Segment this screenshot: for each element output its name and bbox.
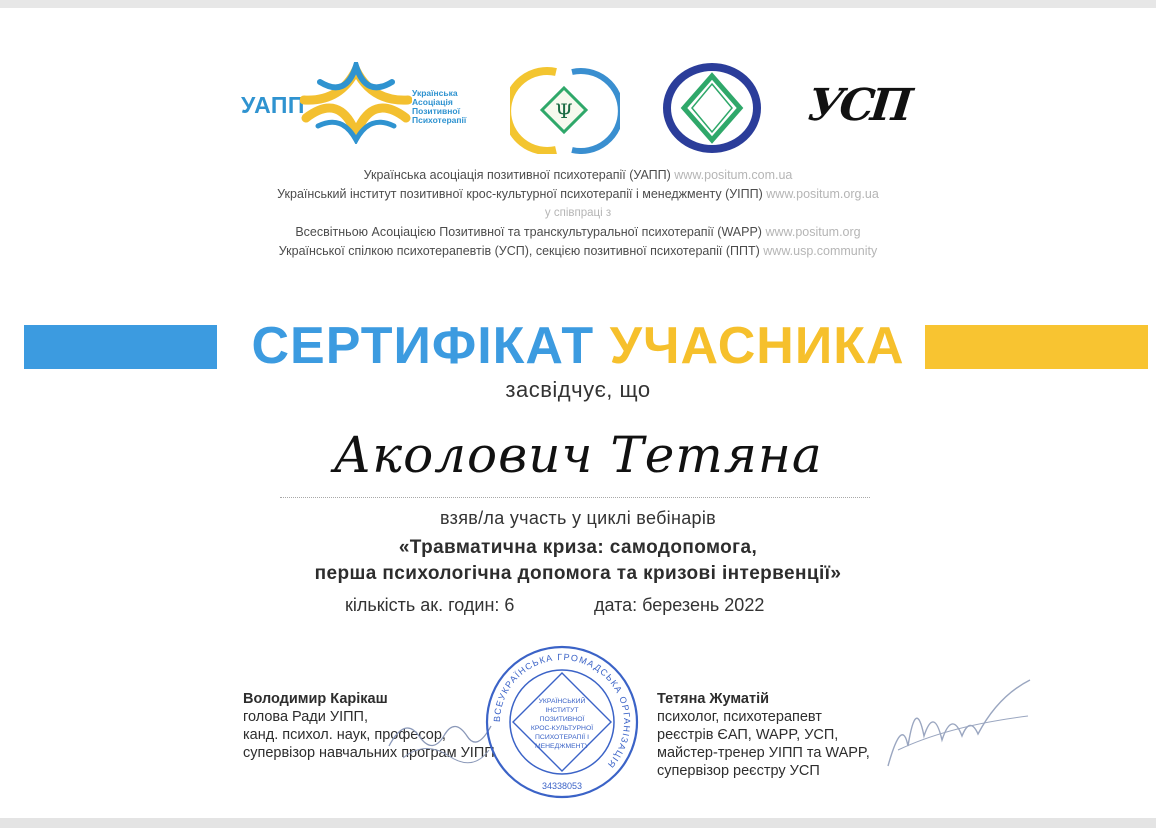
- wapp-logo: [660, 62, 764, 154]
- certificate-date: дата: березень 2022: [594, 595, 765, 615]
- signer-title-line: реєстрів ЄАП, WAPP, УСП,: [657, 727, 839, 743]
- course-title-line: перша психологічна допомога та кризові інтервенції»: [314, 563, 842, 584]
- signature-left: [385, 706, 495, 776]
- title-part-blue: СЕРТИФІКАТ: [251, 317, 595, 375]
- academic-hours: кількість ак. годин: 6: [345, 595, 515, 615]
- signer-right: [657, 690, 870, 780]
- organization-line: [0, 166, 1156, 185]
- ucp-logo: УСП: [805, 80, 911, 131]
- stamp-inner-line: ПОЗИТИВНОЇ: [539, 716, 585, 723]
- signer-title-line: канд. психол. наук, професор,: [243, 727, 446, 743]
- stamp-inner-line: УКРАЇНСЬКИЙ: [538, 698, 586, 705]
- certificate-title: [0, 316, 1156, 376]
- certifies-text: засвідчує, що: [505, 377, 651, 402]
- organization-line: [0, 242, 1156, 261]
- organization-url: www.positum.com.ua: [674, 168, 793, 182]
- signer-name: Володимир Карікаш: [243, 691, 388, 707]
- stamp-inner-line: КРОС-КУЛЬТУРНОЇ: [530, 725, 594, 732]
- signer-title-line: супервізор навчальних програм УІПП: [243, 745, 495, 761]
- stamp-inner-line: ПСИХОТЕРАПІЇ І: [535, 734, 589, 741]
- signer-name: Тетяна Жуматій: [657, 691, 770, 707]
- cooperation-note: у співпраці з: [544, 207, 612, 219]
- organization-line: [0, 223, 1156, 242]
- organization-name: Український інститут позитивної крос-культурної психотерапії і менеджменту (УІПП): [277, 187, 763, 201]
- course-title-line: «Травматична криза: самодопомога,: [398, 537, 758, 558]
- uapp-logo-caption: [412, 89, 466, 125]
- signer-title-line: психолог, психотерапевт: [657, 709, 822, 725]
- signer-title-line: голова Ради УІПП,: [243, 709, 368, 725]
- name-underline: [280, 497, 870, 498]
- uapp-caption-line: Психотерапії: [412, 115, 467, 125]
- organization-name: Українська асоціація позитивної психотерапії (УАПП): [363, 168, 671, 182]
- organization-name: Української спілкою психотерапевтів (УСП), секцією позитивної психотерапії (ППТ): [278, 244, 760, 258]
- stamp-inner-line: МЕНЕДЖМЕНТУ: [534, 743, 590, 750]
- course-title: [0, 535, 1156, 587]
- stamp-outer-text: ВСЕУКРАЇНСЬКА ГРОМАДСЬКА ОРГАНІЗАЦІЯ: [491, 651, 633, 771]
- stamp-inner-line: ІНСТИТУТ: [545, 707, 579, 714]
- participation-text: взяв/ла участь у циклі вебінарів: [440, 508, 716, 528]
- organization-url: www.positum.org.ua: [766, 187, 879, 201]
- organization-url: www.usp.community: [763, 244, 878, 258]
- organization-stamp: [483, 643, 641, 801]
- uapp-logo-icon: [300, 62, 412, 144]
- signer-title-line: супервізор реєстру УСП: [657, 763, 820, 779]
- uapp-logo-text: УАПП: [241, 92, 305, 118]
- title-part-yellow: УЧАСНИКА: [609, 317, 905, 375]
- svg-text:Ψ: Ψ: [555, 99, 573, 123]
- psi-institute-logo: [510, 66, 620, 154]
- signature-right: [878, 676, 1038, 776]
- recipient-name: Аколович Тетяна: [333, 426, 823, 484]
- uapp-caption-line: Українська: [412, 88, 458, 98]
- organization-url: www.positum.org: [765, 225, 861, 239]
- signer-title-line: майстер-тренер УІПП та WAPP,: [657, 745, 870, 761]
- uapp-caption-line: Асоціація: [412, 97, 453, 107]
- organization-line: [0, 185, 1156, 204]
- organization-name: Всесвітньою Асоціацією Позитивної та транскультуральної психотерапії (WAPP): [295, 225, 762, 239]
- uapp-caption-line: Позитивної: [412, 106, 460, 116]
- stamp-code: 34338053: [541, 781, 583, 791]
- organizations-block: [0, 166, 1156, 261]
